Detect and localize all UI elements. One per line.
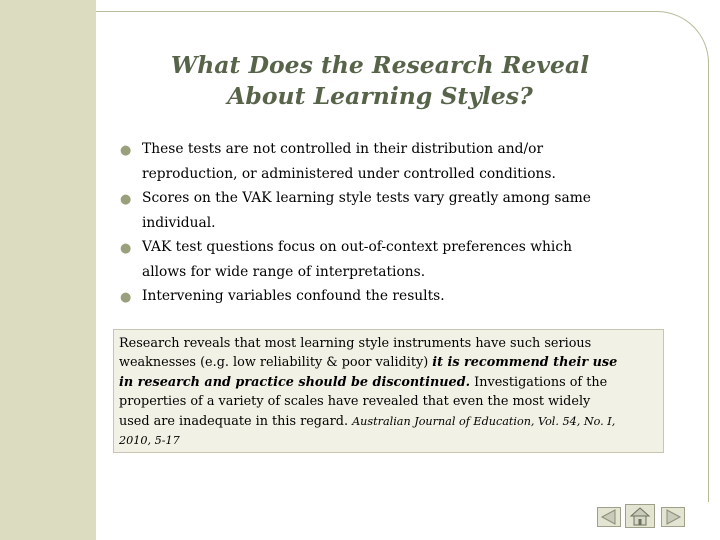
bullet-list xyxy=(120,137,685,309)
bullet-line: individual. xyxy=(142,214,216,231)
bullet-icon: ● xyxy=(120,241,132,256)
quote-text: weaknesses (e.g. low reliability & poor validity) xyxy=(119,355,433,371)
quote-emphasis: it is recommend their use xyxy=(432,355,618,371)
bullet-line: reproduction, or administered under controlled conditions. xyxy=(142,165,556,182)
title-line-1: What Does the Research Reveal xyxy=(170,51,590,79)
previous-slide-button[interactable] xyxy=(597,507,621,527)
research-quote-box xyxy=(113,329,664,453)
citation: Australian Journal of Education, Vol. 54, No. I, xyxy=(352,414,616,428)
bullet-line: These tests are not controlled in their distribution and/or xyxy=(142,141,544,157)
quote-line xyxy=(119,334,659,353)
title-line-2: About Learning Styles? xyxy=(227,82,533,110)
bullet-item xyxy=(120,137,685,186)
quote-text: properties of a variety of scales have revealed that even the most widely xyxy=(119,394,591,410)
quote-line xyxy=(119,412,659,431)
home-button[interactable] xyxy=(625,504,655,528)
bullet-line: allows for wide range of interpretations. xyxy=(142,263,426,280)
decorative-left-band xyxy=(0,0,96,540)
bullet-icon: ● xyxy=(120,143,132,158)
bullet-item xyxy=(120,186,685,235)
frame-right-rule xyxy=(708,60,709,502)
bullet-line: Scores on the VAK learning style tests vary greatly among same xyxy=(142,190,591,206)
bullet-item xyxy=(120,235,685,284)
citation: 2010, 5-17 xyxy=(119,434,180,448)
bullet-item xyxy=(120,284,685,309)
frame-corner-arc xyxy=(648,11,709,72)
quote-line xyxy=(119,392,659,411)
frame-top-rule xyxy=(96,11,656,12)
quote-text: Investigations of the xyxy=(470,374,608,390)
bullet-icon: ● xyxy=(120,192,132,207)
quote-text: used are inadequate in this regard. xyxy=(119,413,353,429)
bullet-line: VAK test questions focus on out-of-context preferences which xyxy=(142,239,572,255)
quote-line xyxy=(119,353,659,372)
next-arrow-icon xyxy=(661,507,685,527)
previous-arrow-icon xyxy=(597,507,621,527)
bullet-icon: ● xyxy=(120,290,132,305)
quote-line xyxy=(119,431,659,450)
home-icon xyxy=(625,504,655,528)
quote-emphasis: in research and practice should be discontinued. xyxy=(119,374,471,390)
slide-title xyxy=(130,50,630,112)
quote-line xyxy=(119,373,659,392)
next-slide-button[interactable] xyxy=(661,507,685,527)
quote-text: Research reveals that most learning style instruments have such serious xyxy=(119,336,592,351)
bullet-line: Intervening variables confound the results. xyxy=(142,288,445,304)
